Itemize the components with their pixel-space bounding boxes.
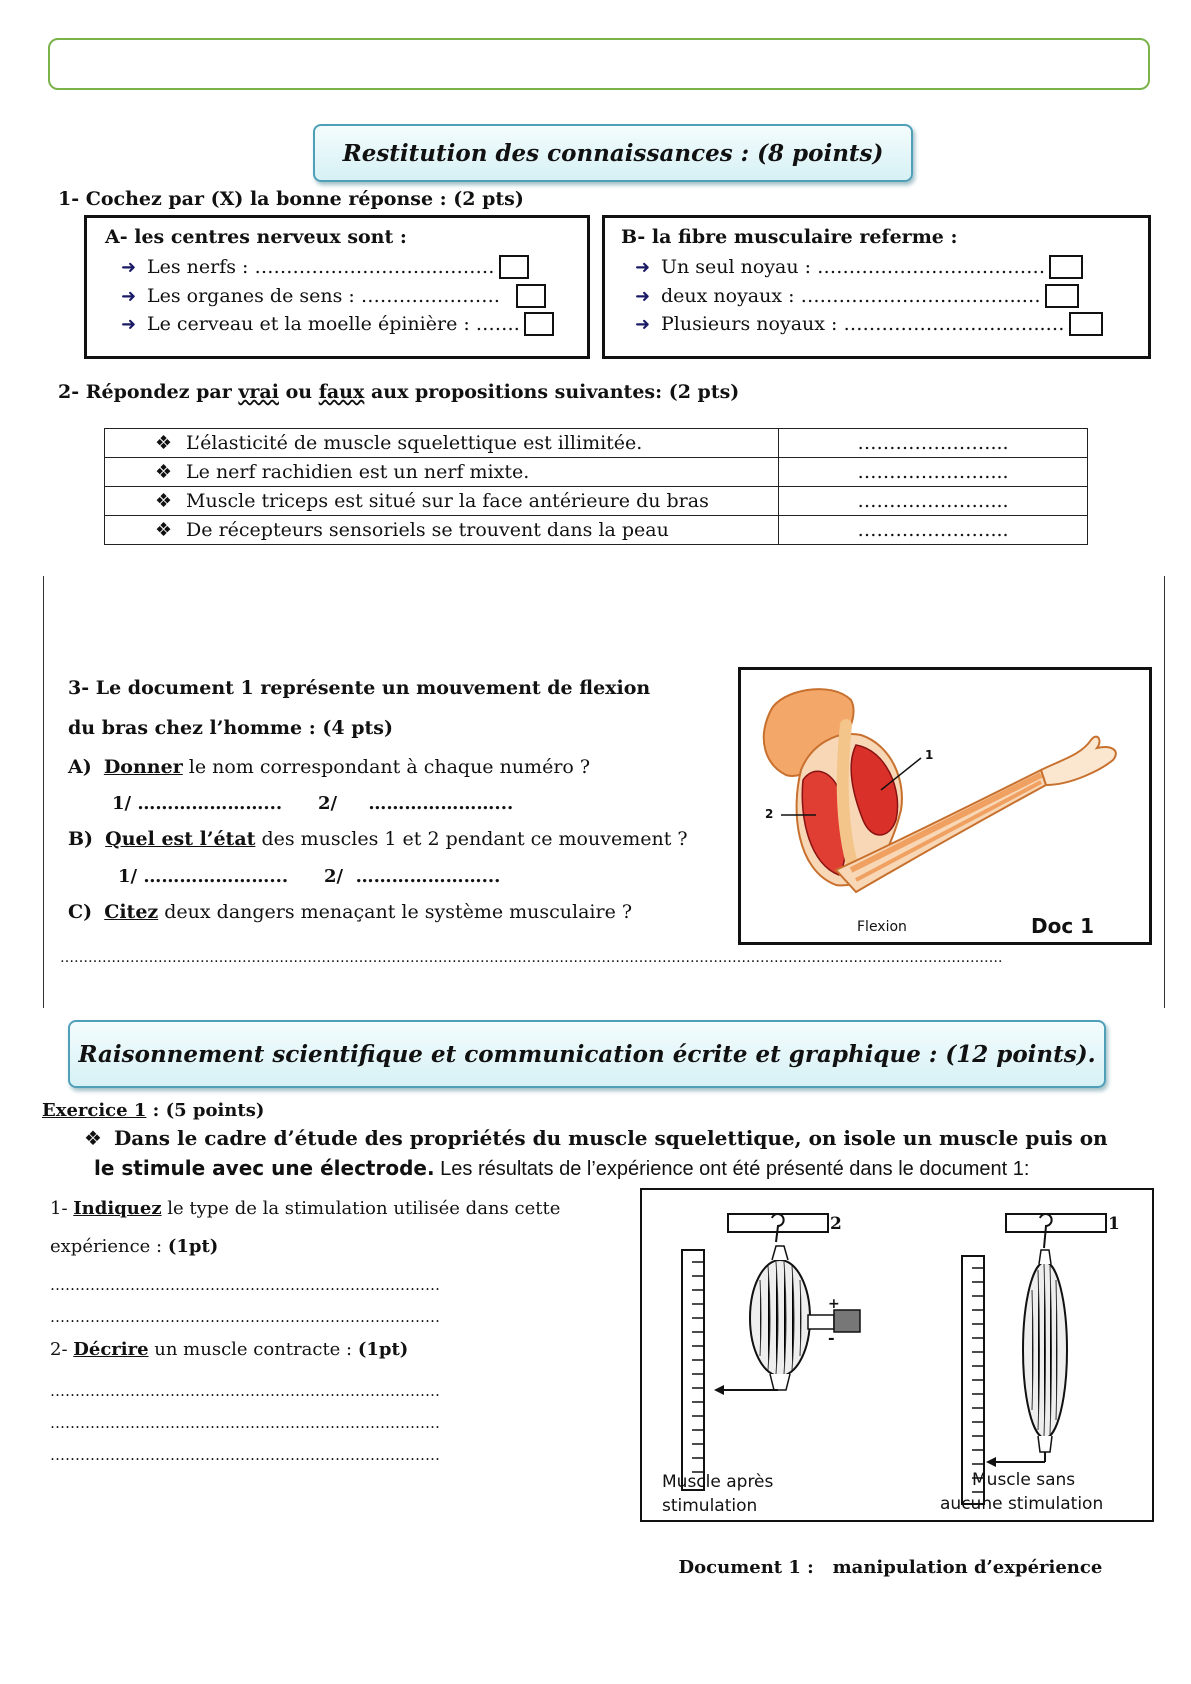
option-a3 xyxy=(121,312,554,336)
diamond-bullet-icon: ❖ xyxy=(155,432,173,454)
label-setup-2: 2 xyxy=(830,1214,842,1234)
intro-normal: Les résultats de l’expérience ont été présenté dans le document 1: xyxy=(434,1158,1030,1180)
exercise-1-q1-line2 xyxy=(50,1236,218,1257)
q3a-verb: Donner xyxy=(103,756,183,778)
arrow-bullet-icon: ➜ xyxy=(635,256,651,278)
q2-answer-line-3[interactable]: …………………………………………………………………… xyxy=(50,1446,440,1464)
option-b2-label: deux noyaux : ……………………………..… xyxy=(661,285,1041,307)
q1-verb: Indiquez xyxy=(73,1198,162,1219)
arm-flexion-illustration xyxy=(741,670,1149,942)
question-3c xyxy=(68,901,632,923)
label-1: 1 xyxy=(925,748,934,762)
doc1-title: Doc 1 xyxy=(1031,914,1095,938)
q2-verb: Décrire xyxy=(73,1339,149,1360)
right-caption-2: aucune stimulation xyxy=(940,1494,1104,1514)
q3b-label: B) xyxy=(68,828,94,850)
statement-text: L’élasticité de muscle squelettique est illimitée. xyxy=(186,432,643,454)
right-border-line xyxy=(1164,576,1165,1008)
statement-cell xyxy=(105,516,779,545)
arrow-bullet-icon: ➜ xyxy=(121,256,137,278)
caption-label: Document 1 : xyxy=(678,1557,814,1578)
left-caption-2: stimulation xyxy=(662,1496,758,1516)
arrow-bullet-icon: ➜ xyxy=(121,313,137,335)
exercise-1-q2 xyxy=(50,1339,408,1360)
exercise-1-title xyxy=(42,1100,264,1121)
q1-text-2: expérience : xyxy=(50,1236,168,1257)
option-b2 xyxy=(635,284,1079,308)
arrow-bullet-icon: ➜ xyxy=(635,313,651,335)
q1-answer-line-1[interactable]: …………………………………………………………………… xyxy=(50,1276,440,1294)
header-box xyxy=(48,38,1150,90)
option-a1 xyxy=(121,255,529,279)
statement-cell xyxy=(105,429,779,458)
answer-field[interactable]: …………………... xyxy=(779,429,1088,458)
box-b xyxy=(602,215,1151,359)
exercise-1-q1 xyxy=(50,1198,560,1219)
table-row xyxy=(105,429,1088,458)
box-a xyxy=(84,215,590,359)
box-b-title: B- la fibre musculaire referme : xyxy=(621,226,958,248)
checkbox-a1[interactable] xyxy=(499,255,529,279)
table-row xyxy=(105,487,1088,516)
q2-title-prefix: 2- Répondez par xyxy=(58,381,239,403)
q3a-label: A) xyxy=(68,756,92,778)
intro-bold-1: Dans le cadre d’étude des propriétés du muscle squelettique, on isole un muscle puis on xyxy=(113,1126,1108,1150)
box-a-title: A- les centres nerveux sont : xyxy=(105,226,407,248)
statement-text: Le nerf rachidien est un nerf mixte. xyxy=(186,461,530,483)
option-b1 xyxy=(635,255,1083,279)
diamond-bullet-icon: ❖ xyxy=(84,1126,102,1150)
intro-bold-2: le stimule avec une électrode. xyxy=(94,1156,435,1180)
question-1-title: 1- Cochez par (X) la bonne réponse : (2 pts) xyxy=(58,188,524,210)
q3a-answer-2[interactable]: 2/ …………………... xyxy=(318,793,514,814)
section-banner-restitution: Restitution des connaissances : (8 points) xyxy=(313,124,913,182)
question-3a xyxy=(68,756,590,778)
q3c-verb: Citez xyxy=(104,901,159,923)
label-setup-1: 1 xyxy=(1108,1214,1120,1234)
answer-field[interactable]: …………………... xyxy=(779,487,1088,516)
left-border-line xyxy=(43,576,44,1008)
statement-text: De récepteurs sensoriels se trouvent dans la peau xyxy=(186,519,669,541)
table-row xyxy=(105,458,1088,487)
option-a2-label: Les organes de sens : …………………. xyxy=(147,285,500,307)
q3a-answer-1[interactable]: 1/ …………………... xyxy=(112,793,283,814)
diamond-bullet-icon: ❖ xyxy=(155,519,173,541)
diamond-bullet-icon: ❖ xyxy=(155,461,173,483)
arrow-bullet-icon: ➜ xyxy=(121,285,137,307)
q2-text: un muscle contracte : xyxy=(148,1339,358,1360)
question-3-line1: 3- Le document 1 représente un mouvement de flexion xyxy=(68,677,651,699)
q1-text: le type de la stimulation utilisée dans cette xyxy=(161,1198,561,1219)
statement-cell xyxy=(105,487,779,516)
label-2: 2 xyxy=(765,807,774,821)
diamond-bullet-icon: ❖ xyxy=(155,490,173,512)
left-caption-1: Muscle après xyxy=(662,1472,774,1492)
checkbox-a2[interactable] xyxy=(516,284,546,308)
flexion-caption: Flexion xyxy=(857,919,907,935)
q1-answer-line-2[interactable]: …………………………………………………………………… xyxy=(50,1308,440,1326)
question-3b xyxy=(68,828,688,850)
q3c-label: C) xyxy=(68,901,93,923)
q3b-text: des muscles 1 et 2 pendant ce mouvement ? xyxy=(255,828,688,850)
q3c-text: deux dangers menaçant le système musculaire ? xyxy=(158,901,633,923)
q2-faux: faux xyxy=(318,381,365,403)
arrow-bullet-icon: ➜ xyxy=(635,285,651,307)
checkbox-b2[interactable] xyxy=(1045,284,1079,308)
exercise-1-intro-line2 xyxy=(94,1156,1029,1181)
q1-points: (1pt) xyxy=(167,1236,219,1257)
question-2-title xyxy=(58,381,739,403)
minus-sign: - xyxy=(828,1328,835,1347)
option-b3-label: Plusieurs noyaux : …………………………..… xyxy=(661,313,1065,335)
answer-field[interactable]: …………………... xyxy=(779,516,1088,545)
q2-number: 2- xyxy=(50,1339,74,1360)
option-a1-label: Les nerfs : ………………………..……… xyxy=(147,256,495,278)
doc1-arm-figure xyxy=(738,667,1152,945)
answer-field[interactable]: …………………... xyxy=(779,458,1088,487)
option-a3-label: Le cerveau et la moelle épinière : ……. xyxy=(147,313,520,335)
q2-vrai: vrai xyxy=(238,381,279,403)
muscle-experiment-illustration xyxy=(642,1190,1152,1520)
q2-points: (1pt) xyxy=(357,1339,409,1360)
checkbox-a3[interactable] xyxy=(524,312,554,336)
exercise-1-intro-line1 xyxy=(84,1126,1108,1150)
true-false-table xyxy=(104,428,1088,545)
right-caption-1: Muscle sans xyxy=(972,1470,1076,1490)
statement-cell xyxy=(105,458,779,487)
q2-answer-line-2[interactable]: …………………………………………………………………… xyxy=(50,1414,440,1432)
option-b3 xyxy=(635,312,1103,336)
section-banner-raisonnement: Raisonnement scientifique et communication écrite et graphique : (12 points). xyxy=(68,1020,1106,1088)
caption-text: manipulation d’expérience xyxy=(832,1557,1103,1578)
q2-ou: ou xyxy=(278,381,319,403)
q3b-answer-1[interactable]: 1/ …………………... xyxy=(118,866,289,887)
q1-number: 1- xyxy=(50,1198,74,1219)
document-1-caption xyxy=(666,1536,1102,1578)
q3a-text: le nom correspondant à chaque numéro ? xyxy=(182,756,591,778)
q3b-answer-2[interactable]: 2/ …………………... xyxy=(324,866,501,887)
q3c-answer-line[interactable]: …………………………………………………………………………………………………………………………………………………………………………………. xyxy=(60,950,1003,966)
checkbox-b1[interactable] xyxy=(1049,255,1083,279)
table-row xyxy=(105,516,1088,545)
q2-title-suffix: aux propositions suivantes: (2 pts) xyxy=(364,381,740,403)
option-a2 xyxy=(121,284,546,308)
checkbox-b3[interactable] xyxy=(1069,312,1103,336)
doc1-experiment-figure xyxy=(640,1188,1154,1522)
exercise-1-points: : (5 points) xyxy=(146,1100,265,1121)
option-b1-label: Un seul noyau : ……………………………… xyxy=(661,256,1046,278)
q2-answer-line-1[interactable]: …………………………………………………………………… xyxy=(50,1382,440,1400)
exercise-1-label: Exercice 1 xyxy=(42,1100,147,1121)
plus-sign: + xyxy=(828,1296,840,1312)
statement-text: Muscle triceps est situé sur la face antérieure du bras xyxy=(186,490,709,512)
q3b-verb: Quel est l’état xyxy=(105,828,256,850)
question-3-line2: du bras chez l’homme : (4 pts) xyxy=(68,717,393,739)
